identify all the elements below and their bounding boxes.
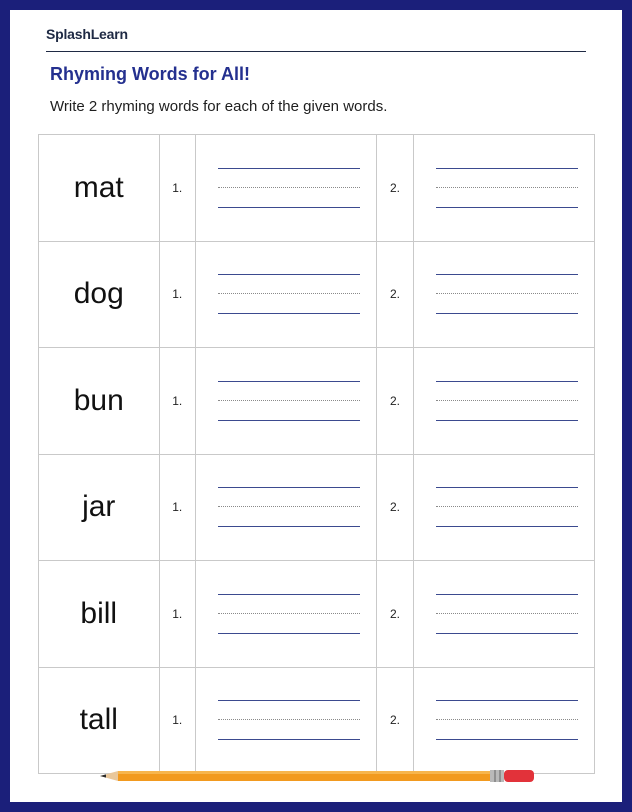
answer-number-2: 2.: [377, 348, 413, 455]
answer-lines-1[interactable]: [195, 667, 376, 774]
brand-logo: SplashLearn: [46, 26, 128, 42]
word-cell: bun: [39, 348, 160, 455]
table-row: [39, 135, 595, 242]
answer-lines-1[interactable]: [195, 454, 376, 561]
answer-lines-2[interactable]: [413, 135, 594, 242]
answer-lines-1[interactable]: [195, 135, 376, 242]
answer-number-2: 2.: [377, 561, 413, 668]
table-row: [39, 667, 595, 774]
word-cell: jar: [39, 454, 160, 561]
answer-lines-2[interactable]: [413, 561, 594, 668]
word-cell: dog: [39, 241, 160, 348]
word-cell: bill: [39, 561, 160, 668]
answer-number-1: 1.: [159, 135, 195, 242]
answer-number-1: 1.: [159, 561, 195, 668]
table-row: [39, 348, 595, 455]
pencil-icon: [100, 770, 540, 782]
table-row: [39, 561, 595, 668]
answer-lines-2[interactable]: [413, 241, 594, 348]
answer-number-2: 2.: [377, 241, 413, 348]
table-row: [39, 454, 595, 561]
worksheet-page: [10, 10, 622, 802]
answer-number-1: 1.: [159, 667, 195, 774]
answer-number-2: 2.: [377, 135, 413, 242]
answer-number-2: 2.: [377, 454, 413, 561]
answer-lines-1[interactable]: [195, 241, 376, 348]
header-divider: [46, 51, 586, 52]
answer-number-1: 1.: [159, 454, 195, 561]
rhyme-table: [38, 134, 595, 774]
word-cell: mat: [39, 135, 160, 242]
answer-lines-1[interactable]: [195, 561, 376, 668]
answer-number-1: 1.: [159, 348, 195, 455]
page-title: Rhyming Words for All!: [50, 64, 250, 84]
instructions: Write 2 rhyming words for each of the given words.: [50, 98, 388, 115]
table-row: [39, 241, 595, 348]
answer-lines-2[interactable]: [413, 667, 594, 774]
answer-number-2: 2.: [377, 667, 413, 774]
answer-lines-2[interactable]: [413, 348, 594, 455]
word-cell: tall: [39, 667, 160, 774]
answer-lines-1[interactable]: [195, 348, 376, 455]
answer-number-1: 1.: [159, 241, 195, 348]
answer-lines-2[interactable]: [413, 454, 594, 561]
